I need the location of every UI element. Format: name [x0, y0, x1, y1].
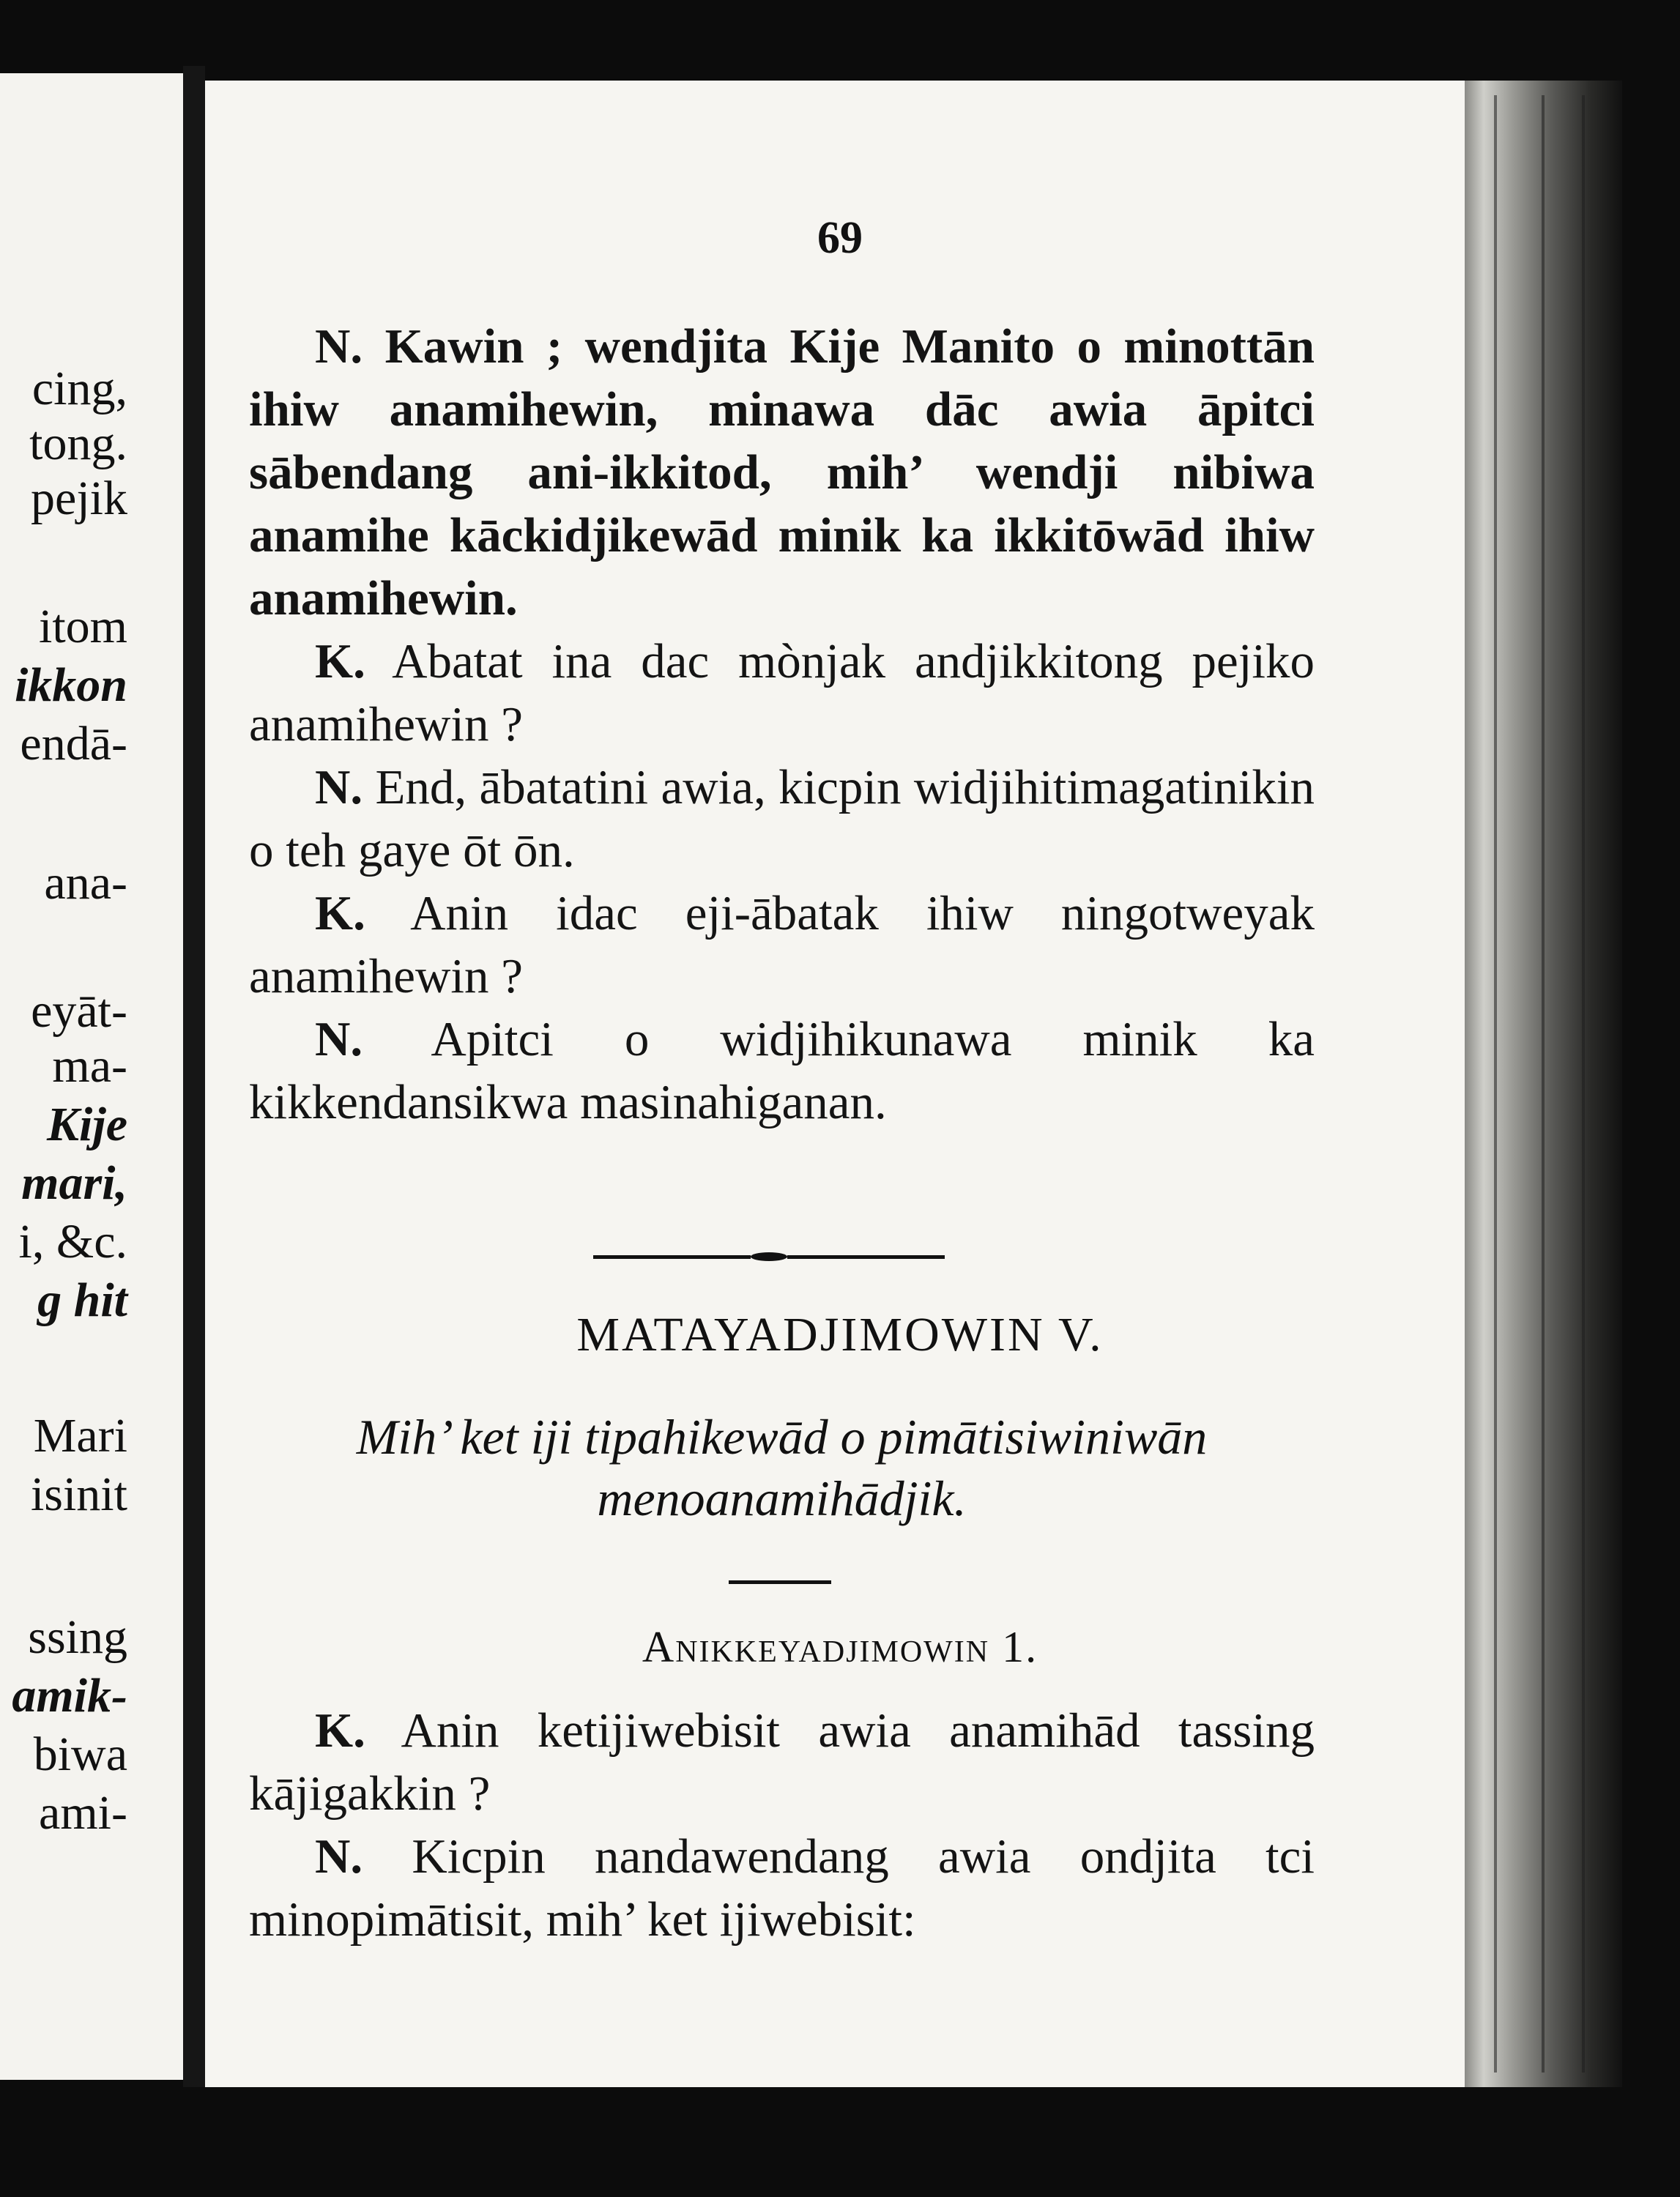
- entry-text: Abatat ina dac mònjak andjikkitong pejiko anamihewin ?: [249, 634, 1315, 751]
- left-page-text: Kije: [47, 1098, 127, 1151]
- short-rule: [729, 1580, 831, 1584]
- left-page-text: ssing: [28, 1610, 127, 1664]
- speaker-label: N.: [315, 760, 363, 814]
- speaker-label: K.: [315, 886, 365, 940]
- entry-text: Anin ketijiwebisit awia anamihād tassing kājigakkin ?: [249, 1703, 1315, 1821]
- dialogue-entry: [249, 1008, 1315, 1134]
- left-page-text: ma-: [52, 1039, 127, 1093]
- section-heading: Anikkeyadjimowin 1.: [642, 1623, 1038, 1671]
- dialogue-entry: [249, 882, 1315, 1008]
- entry-text: End, ābatatini awia, kicpin widjihitimagatinikin o teh gaye ōt ōn.: [249, 760, 1315, 877]
- divider-bar: [787, 1255, 945, 1259]
- left-page-text: endā-: [20, 717, 127, 770]
- left-page-text: cing,: [31, 362, 127, 415]
- left-page-text: ami-: [39, 1786, 127, 1840]
- left-page-text: g hit: [37, 1274, 127, 1327]
- bottom-dialogue: [249, 1699, 1315, 1951]
- left-page-text: amik-: [12, 1669, 127, 1722]
- chapter-subtitle: Mih’ ket iji tipahikewād o pimātisiwiniwān menoanamihādjik.: [356, 1409, 1208, 1526]
- left-page-text: mari,: [21, 1156, 127, 1210]
- chapter-title: MATAYADJIMOWIN V.: [576, 1308, 1104, 1361]
- book-gutter: [183, 66, 205, 2087]
- dialogue-entry: [249, 1825, 1315, 1951]
- facing-left-page: [0, 73, 183, 2080]
- left-page-text: ana-: [44, 856, 127, 910]
- dialogue-entry: [249, 756, 1315, 882]
- left-page-text: pejik: [31, 472, 127, 525]
- entry-text: Anin idac eji-ābatak ihiw ningotweyak anamihewin ?: [249, 886, 1315, 1003]
- divider-bar: [593, 1255, 751, 1259]
- dialogue-entry: [249, 1699, 1315, 1825]
- speaker-label: N.: [315, 1012, 363, 1066]
- left-page-text: isinit: [30, 1468, 127, 1521]
- left-page-text: Mari: [33, 1409, 127, 1462]
- left-page-text: ikkon: [14, 658, 127, 712]
- ornamental-divider: [593, 1252, 945, 1261]
- speaker-label: N.: [315, 319, 363, 373]
- entry-text: Kicpin nandawendang awia ondjita tci minopimātisit, mih’ ket ijiwebisit:: [249, 1829, 1315, 1947]
- speaker-label: N.: [315, 1829, 363, 1884]
- left-page-text: itom: [38, 600, 127, 653]
- dialogue-entry: [249, 315, 1315, 630]
- divider-knot: [751, 1252, 787, 1261]
- dialogue-entry: [249, 630, 1315, 756]
- left-page-text: eyāt-: [31, 984, 127, 1038]
- left-page-text: i, &c.: [18, 1215, 127, 1268]
- speaker-label: K.: [315, 634, 365, 688]
- left-page-text: tong.: [29, 417, 127, 470]
- speaker-label: K.: [315, 1703, 365, 1758]
- top-dialogue: [249, 315, 1315, 1134]
- page-edge-line: [1542, 95, 1545, 2073]
- entry-text: Apitci o widjihikunawa minik ka kikkendansikwa masinahiganan.: [249, 1012, 1315, 1129]
- left-page-text: biwa: [33, 1728, 127, 1781]
- page-number: 69: [817, 213, 863, 263]
- page-edge-line: [1494, 95, 1497, 2073]
- entry-text: Kawin ; wendjita Kije Manito o minottān ihiw anamihewin, minawa dāc awia āpitci sābendang ani-ikkitod, mih’ wendji nibiwa anamihe kāckidjikewād minik ka ikkitōwād ihiw anamihewin.: [249, 319, 1315, 625]
- page-edge-line: [1582, 95, 1585, 2073]
